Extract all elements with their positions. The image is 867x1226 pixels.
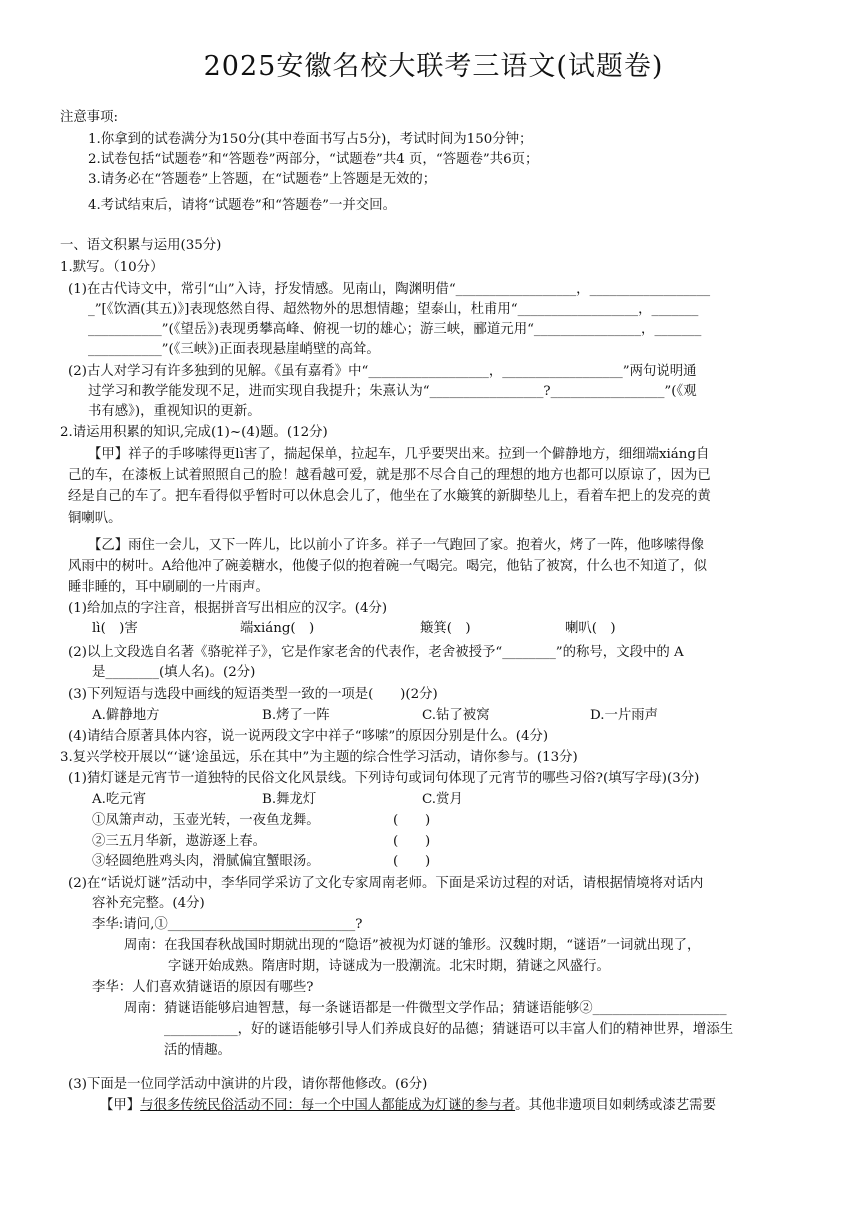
underlined-sentence: 与很多传统民俗活动不同：每一个中国人都能成为灯谜的参与者 [140, 1098, 516, 1113]
passage-yi: 睡非睡的，耳中刷刷的一片雨声。 [68, 580, 269, 595]
notice-item: 3.请务必在“答题卷”上答题，在“试题卷”上答题是无效的； [88, 172, 437, 187]
text-line: 过学习和教学能发现不足，进而实现自我提升；朱熹认为“_________________?_________________”(《观 [88, 384, 697, 399]
option: A.吃元宵 [92, 792, 147, 807]
verse-item: ③轻圆绝胜鸡头肉，滑腻偏宜蟹眼汤。 [92, 854, 320, 869]
text-line: (1)在古代诗文中，常引“山”入诗，抒发情感。见南山，陶渊明借“__________________，__________________ [68, 282, 711, 297]
answer-bracket: ( ) [393, 854, 431, 869]
passage-jia: 【甲】祥子的手哆嗦得更lì害了，揣起保单，拉起车，几乎要哭出来。拉到一个僻静地方，细细端xiáng自 [88, 447, 710, 462]
text-line: 是________(填人名)。(2分) [92, 665, 256, 680]
text-line: ___________”(《望岳》)表现勇攀高峰、俯视一切的雄心；游三峡，郦道元用“________________，_______ [88, 322, 702, 337]
text-line: (1)猜灯谜是元宵节一道独特的民俗文化风景线。下列诗句或词句体现了元宵节的哪些习俗?(填写字母)(3分) [68, 771, 700, 786]
text-line: (2)在“话说灯谜”活动中，李华同学采访了文化专家周南老师。下面是采访过程的对话，请根据情境将对话内 [68, 876, 704, 891]
speech-rest: 。其他非遗项目如刺绣或漆艺需要 [515, 1098, 716, 1113]
option: C.赏月 [422, 792, 463, 807]
notice-item: 1.你拿到的试卷满分为150分(其中卷面书写占5分)，考试时间为150分钟； [88, 132, 533, 147]
passage-yi: 【乙】雨住一会儿，又下一阵儿，比以前小了许多。祥子一气跑回了家。抱着火，烤了一阵，他哆嗦得像 [88, 538, 704, 553]
text-line: (3)下列短语与选段中画线的短语类型一致的一项是( )(2分) [68, 687, 438, 702]
blank-item: 喇叭( ) [565, 621, 616, 636]
text-line: _”[《饮酒(其五)》]表现悠然自得、超然物外的思想情趣；望泰山，杜甫用“__________________，_______ [88, 302, 699, 317]
option: A.僻静地方 [92, 708, 160, 723]
dialogue-line: 李华：人们喜欢猜谜语的原因有哪些? [92, 980, 314, 995]
page-title: 2025安徽名校大联考三语文(试题卷) [203, 51, 664, 82]
speech-label: 【甲】 [100, 1098, 141, 1113]
dialogue-line: 周南：猜谜语能够启迪智慧，每一条谜语都是一件微型文学作品；猜谜语能够②____________________ [124, 1001, 727, 1016]
text-line: ___________”(《三峡》)正面表现悬崖峭壁的高耸。 [88, 342, 380, 357]
passage-yi: 风雨中的树叶。A给他冲了碗姜糖水，他傻子似的抱着碗一气喝完。喝完，他钻了被窝，什么也不知道了，似 [68, 559, 708, 574]
text-line: 容补充完整。(4分) [92, 896, 205, 911]
dialogue-line: 活的情趣。 [164, 1043, 231, 1058]
option: C.钻了被窝 [422, 708, 490, 723]
speech-excerpt [100, 1097, 716, 1115]
section-heading: 一、语文积累与运用(35分) [60, 238, 222, 253]
option: B.舞龙灯 [262, 792, 317, 807]
passage-jia: 己的车，在漆板上试着照照自己的脸！越看越可爱，就是那不尽合自己的理想的地方也都可以原谅了，因为已 [68, 468, 711, 483]
verse-item: ②三五月华新，遨游逐上春。 [92, 834, 267, 849]
dialogue-line: 字谜开始成熟。隋唐时期，诗谜成为一股潮流。北宋时期，猜谜之风盛行。 [168, 959, 610, 974]
dialogue-line: 李华:请问,①____________________________? [92, 917, 363, 932]
dialogue-line: 周南：在我国春秋战国时期就出现的“隐语”被视为灯谜的雏形。汉魏时期，“谜语”一词就出现了， [124, 938, 701, 953]
answer-bracket: ( ) [393, 834, 431, 849]
option: B.烤了一阵 [262, 708, 330, 723]
verse-item: ①凤箫声动，玉壶光转，一夜鱼龙舞。 [92, 813, 320, 828]
notice-heading: 注意事项: [60, 110, 119, 125]
question-1: 1.默写。（10分） [60, 260, 164, 275]
question-3: 3.复兴学校开展以“‘谜’途虽远，乐在其中”为主题的综合性学习活动，请你参与。(13分) [60, 750, 578, 765]
notice-item: 2.试卷包括“试题卷”和“答题卷”两部分，“试题卷”共4 页，“答题卷”共6页； [88, 152, 539, 167]
notice-item: 4.考试结束后，请将“试题卷”和“答题卷”一并交回。 [88, 198, 396, 213]
text-line: (2)古人对学习有许多独到的见解。《虽有嘉肴》中“__________________，__________________”两句说明通 [68, 364, 697, 379]
blank-item: 簸箕( ) [420, 621, 471, 636]
text-line: (1)给加点的字注音，根据拼音写出相应的汉字。(4分) [68, 601, 388, 616]
question-2: 2.请运用积累的知识,完成(1)~(4)题。(12分) [60, 425, 328, 440]
text-line: 书有感》)，重视知识的更新。 [88, 404, 261, 419]
option: D.一片雨声 [590, 708, 659, 723]
text-line: (2)以上文段选自名著《骆驼祥子》，它是作家老舍的代表作，老舍被授予“________”的称号，文段中的 A [68, 645, 684, 660]
text-line: (3)下面是一位同学活动中演讲的片段，请你帮他修改。(6分) [68, 1077, 428, 1092]
passage-jia: 经是自己的车了。把车看得似乎暂时可以休息会儿了，他坐在了水簸箕的新脚垫儿上，看着车把上的发亮的黄 [68, 489, 711, 504]
blank-item: lì( )害 [92, 621, 138, 636]
dialogue-line: ___________，好的谜语能够引导人们养成良好的品德；猜谜语可以丰富人们的精神世界，增添生 [164, 1022, 734, 1037]
text-line: (4)请结合原著具体内容，说一说两段文字中祥子“哆嗦”的原因分别是什么。(4分) [68, 729, 549, 744]
blank-item: 端xiáng( ) [240, 621, 315, 636]
passage-jia: 铜喇叭。 [68, 511, 122, 526]
answer-bracket: ( ) [393, 813, 431, 828]
